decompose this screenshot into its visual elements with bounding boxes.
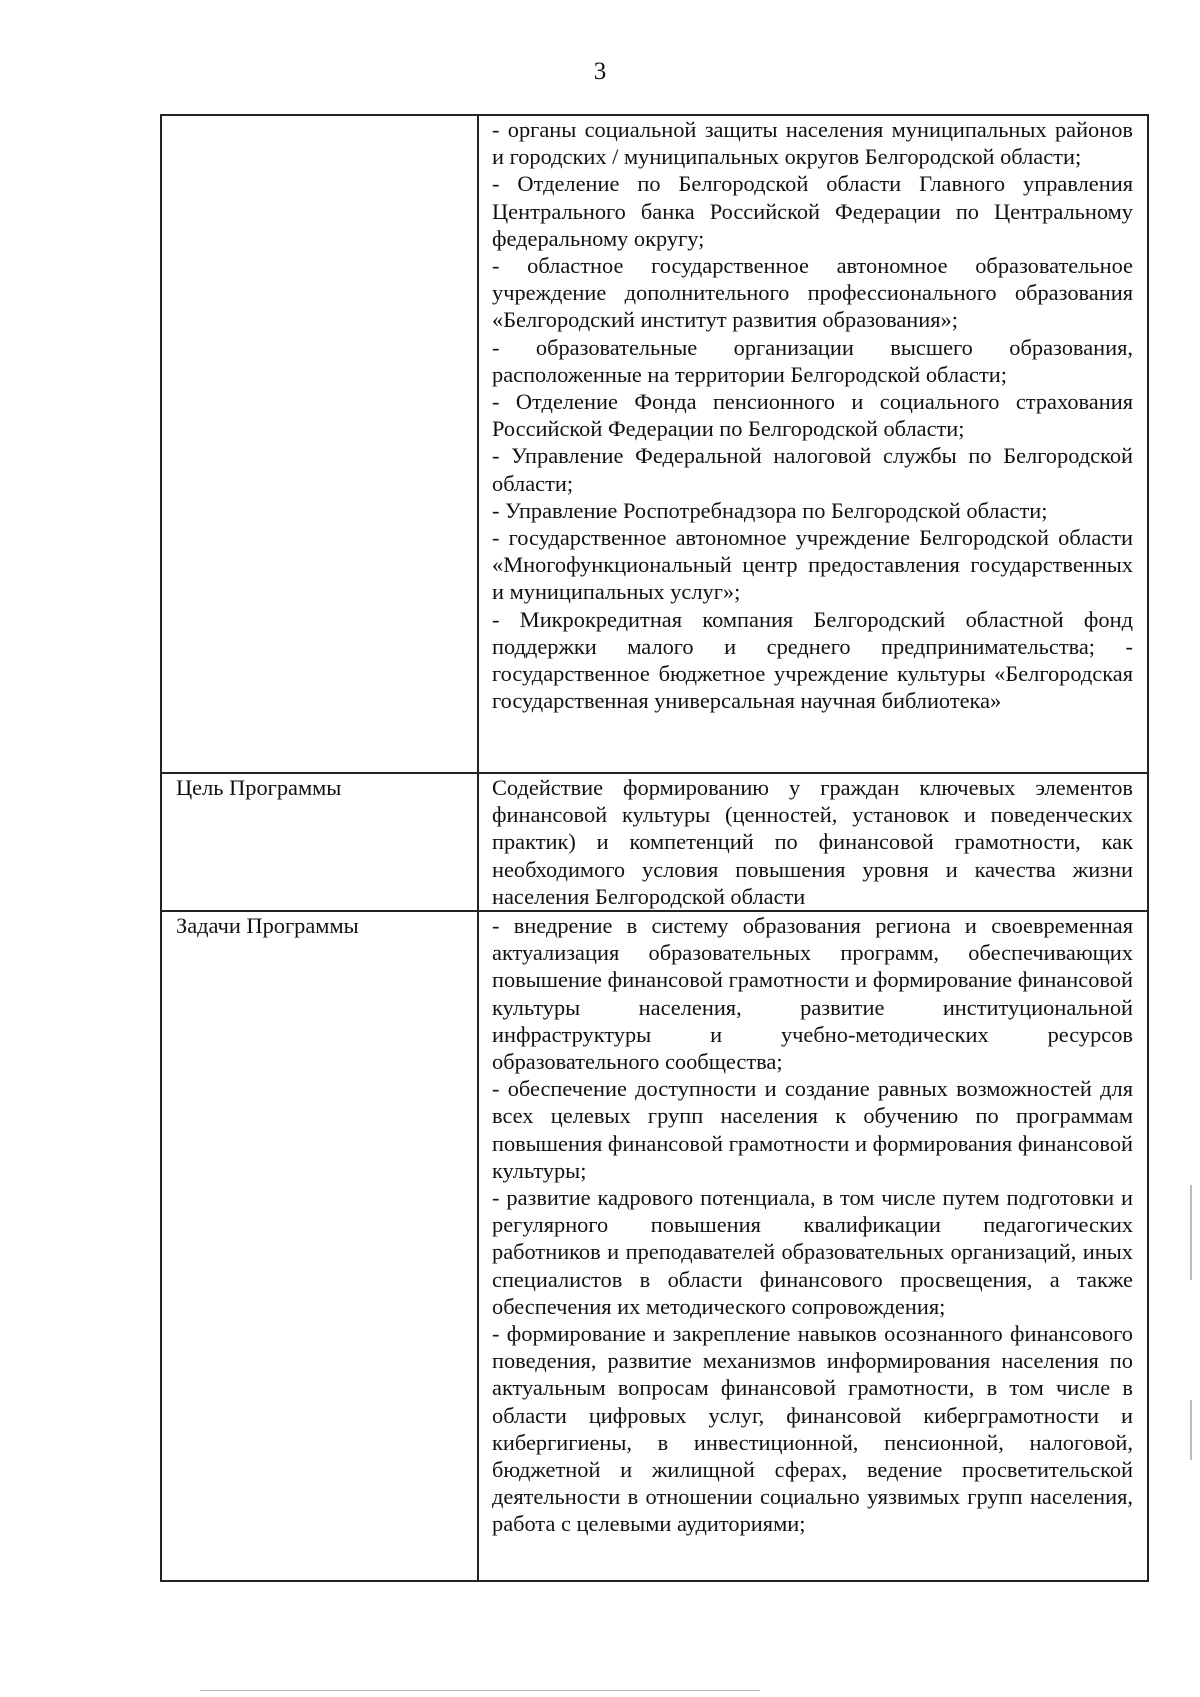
tasks-list xyxy=(478,911,1148,1581)
row-label-tasks: Задачи Программы xyxy=(161,911,478,1581)
list-item: - развитие кадрового потенциала, в том числе путем подготовки и регулярного повышения квалификации педагогических работников и преподавателей образовательных организаций, иных специалистов в области финансового просвещения, а также обеспечения их методического сопровождения; xyxy=(492,1185,1133,1319)
table-row-goal xyxy=(161,773,1148,911)
goal-paragraph: Содействие формированию у граждан ключевых элементов финансовой культуры (ценностей, установок и поведенческих практик) и компетенций по финансовой грамотности, как необходимого условия повышения уровня и качества жизни населения Белгородской области xyxy=(492,775,1133,909)
table-row-participants xyxy=(161,115,1148,773)
goal-text xyxy=(478,773,1148,911)
table-row-tasks xyxy=(161,911,1148,1581)
participants-list xyxy=(478,115,1148,773)
list-item: - областное государственное автономное образовательное учреждение дополнительного профессионального образования «Белгородский институт развития образования»; xyxy=(492,253,1133,333)
row-label-goal: Цель Программы xyxy=(161,773,478,911)
list-item: - Отделение Фонда пенсионного и социального страхования Российской Федерации по Белгородской области; xyxy=(492,389,1133,442)
list-item: - обеспечение доступности и создание равных возможностей для всех целевых групп населения к обучению по программам повышения финансовой грамотности и формирования финансовой культуры; xyxy=(492,1076,1133,1183)
page-number: 3 xyxy=(593,58,607,85)
row-label-empty xyxy=(161,115,478,773)
list-item: - государственное автономное учреждение Белгородской области «Многофункциональный центр предоставления государственных и муниципальных услуг»; xyxy=(492,525,1133,605)
program-passport-table xyxy=(160,114,1149,1582)
list-item: - внедрение в систему образования региона и своевременная актуализация образовательных программ, обеспечивающих повышение финансовой грамотности и формирование финансовой культуры населения, развитие институциональной инфраструктуры и учебно-методических ресурсов образовательного сообщества; xyxy=(492,913,1133,1075)
list-item: - Управление Роспотребнадзора по Белгородской области; xyxy=(492,497,1048,523)
list-item: - формирование и закрепление навыков осознанного финансового поведения, развитие механизмов информирования населения по актуальным вопросам финансовой грамотности, в том числе в области цифровых услуг, финансовой киберграмотности и кибергигиены, в инвестиционной, пенсионной, налоговой, бюджетной и жилищной сферах, ведение просветительской деятельности в отношении социально уязвимых групп населения, работа с целевыми аудиториями; xyxy=(492,1321,1133,1537)
list-item: - Микрокредитная компания Белгородский областной фонд поддержки малого и среднего предпринимательства; - государственное бюджетное учреждение культуры «Белгородская государственная универсальная научная библиотека» xyxy=(492,606,1133,714)
list-item: - Отделение по Белгородской области Главного управления Центрального банка Российской Федерации по Центральному федеральному округу; xyxy=(492,171,1133,251)
list-item: - Управление Федеральной налоговой службы по Белгородской области; xyxy=(492,443,1133,496)
scan-mark-right xyxy=(1190,1185,1192,1280)
list-item: - образовательные организации высшего образования, расположенные на территории Белгородской области; xyxy=(492,334,1133,387)
scan-mark-bottom xyxy=(200,1690,760,1691)
scan-mark-right xyxy=(1190,1400,1192,1460)
list-item: - органы социальной защиты населения муниципальных районов и городских / муниципальных округов Белгородской области; xyxy=(492,117,1133,170)
